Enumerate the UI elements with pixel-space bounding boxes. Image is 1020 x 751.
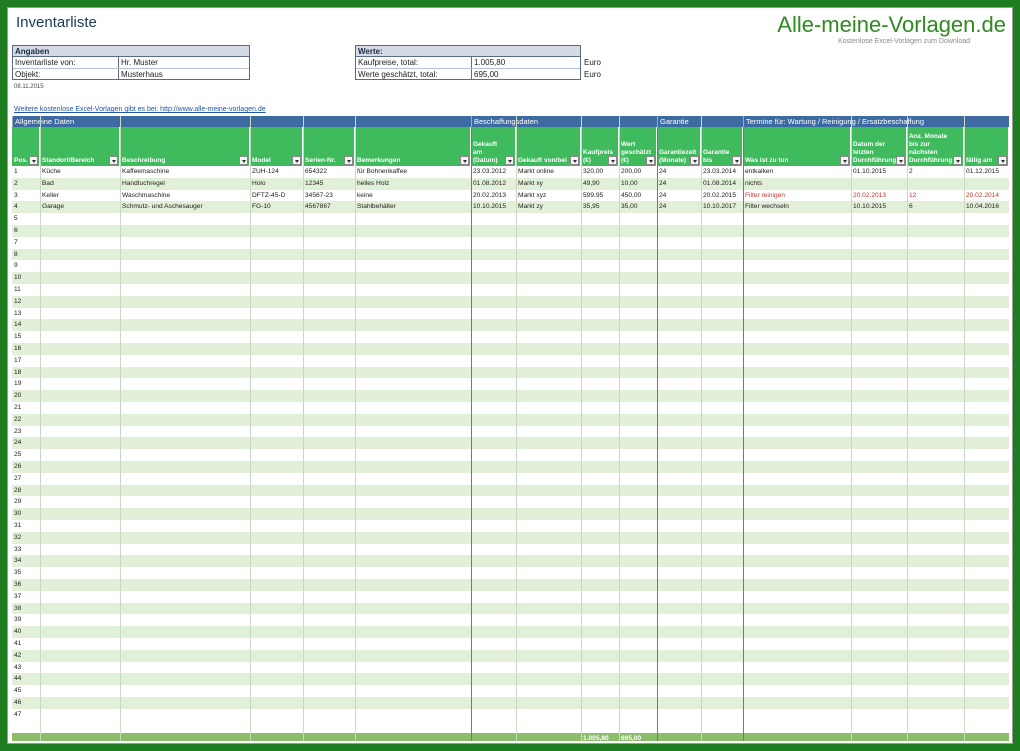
table-row[interactable] [12,190,1009,202]
cell-was-zu-tun[interactable]: entkalken [745,168,774,175]
werte-label: Kaufpreise, total: [356,57,472,68]
column-divider [250,116,251,741]
angaben-row [13,68,249,79]
cell-anz-monate[interactable]: 6 [909,203,913,211]
werte-label: Werte geschätzt, total: [356,69,472,79]
row-number: 37 [14,592,22,600]
group-header-bar [12,116,1009,127]
cell-seriennr[interactable]: 34567-23 [305,191,333,199]
angaben-header: Angaben [13,46,249,57]
row-number: 11 [14,286,21,293]
werte-unit: Euro [584,58,601,67]
current-date: 08.11.2015 [14,84,44,90]
row-number: 8 [14,250,18,258]
row-number: 20 [14,392,22,400]
cell-faellig-am[interactable]: 01.12.2015 [966,168,1000,175]
cell-standort[interactable]: Bad [42,179,54,187]
col-header-wert [619,127,657,166]
table-row[interactable] [12,201,1009,213]
angaben-row [13,57,249,68]
cell-was-zu-tun[interactable]: Filter reinigen [745,191,785,199]
werte-header: Werte: [356,46,580,57]
filter-dropdown-icon[interactable] [570,156,579,165]
filter-dropdown-icon[interactable] [344,156,353,165]
table-row[interactable] [12,603,1009,615]
cell-seriennr[interactable]: 12345 [305,179,324,187]
cell-kaufpreis[interactable]: 599,95 [583,191,604,199]
group-allgemeine-daten: Allgemeine Daten [12,116,471,127]
col-header-label: Model [252,157,271,164]
cell-kaufpreis[interactable]: 35,95 [583,203,600,211]
table-row[interactable] [12,697,1009,709]
table-row[interactable] [12,650,1009,662]
table-row[interactable] [12,614,1009,626]
row-number: 41 [14,640,22,647]
row-number: 23 [14,427,22,435]
row-number: 31 [14,522,22,529]
cell-letzte-durchfuehrung[interactable]: 20.02.2013 [853,191,887,199]
cell-model[interactable]: FG-10 [252,203,271,211]
angaben-box [12,45,250,80]
filter-dropdown-icon[interactable] [292,156,301,165]
row-number: 3 [14,191,18,199]
table-row[interactable] [12,378,1009,390]
filter-dropdown-icon[interactable] [732,156,741,165]
col-header-was-zu-tun [743,127,851,166]
col-header-letzte-durchfuehrung [851,127,907,166]
column-divider [516,116,517,741]
filter-dropdown-icon[interactable] [690,156,699,165]
table-row[interactable] [12,296,1009,308]
row-number: 19 [14,380,22,388]
cell-standort[interactable]: Keller [42,191,59,199]
cell-gekauft-am[interactable]: 20.02.2013 [473,191,507,199]
table-row[interactable] [12,249,1009,261]
table-row[interactable] [12,166,1009,178]
row-number: 13 [14,309,22,317]
column-divider [581,116,582,741]
col-header-label: fällig am [966,157,993,164]
col-header-model [250,127,303,166]
row-number: 34 [14,557,22,565]
table-row[interactable] [12,485,1009,497]
col-header-pos [12,127,40,166]
row-number: 1 [14,168,18,175]
filter-dropdown-icon[interactable] [998,156,1007,165]
column-header-row [12,127,1009,166]
filter-dropdown-icon[interactable] [460,156,469,165]
row-number: 39 [14,616,22,624]
row-number: 30 [14,510,22,518]
row-number: 40 [14,628,22,636]
row-number: 46 [14,699,22,706]
col-header-gekauft-am [471,127,516,166]
row-number: 32 [14,533,22,541]
row-number: 10 [14,274,22,282]
cell-anz-monate[interactable]: 2 [909,168,913,175]
row-number: 27 [14,474,22,482]
col-header-label: Bemerkungen [357,157,401,164]
row-number: 42 [14,651,22,659]
cell-wert[interactable]: 200,00 [621,168,642,175]
section-divider [743,127,744,741]
cell-garantie-bis[interactable]: 01.08.2014 [703,179,737,187]
cell-faellig-am[interactable] [964,178,1009,190]
table-row[interactable] [12,473,1009,485]
filter-dropdown-icon[interactable] [505,156,514,165]
filter-dropdown-icon[interactable] [840,156,849,165]
table-row[interactable] [12,331,1009,343]
column-divider [851,116,852,741]
column-divider [355,116,356,741]
table-row[interactable] [12,272,1009,284]
table-row[interactable] [12,662,1009,674]
cell-model[interactable]: ZUH-124 [252,168,279,175]
cell-gekauft-am[interactable]: 01.08.2012 [473,179,507,187]
angaben-value[interactable]: Hr. Muster [121,58,158,67]
col-header-bemerkungen [355,127,471,166]
row-number: 45 [14,687,22,695]
table-row[interactable] [12,225,1009,237]
cell-garantie-bis[interactable]: 23.03.2014 [703,168,737,175]
werte-row [356,68,580,79]
filter-dropdown-icon[interactable] [608,156,617,165]
total-kaufpreis: 1.005,80 [583,735,609,741]
table-row[interactable] [12,414,1009,426]
vorlagen-link[interactable]: Weitere kostenlose Excel-Vorlagen gibt es bei: http://www.alle-meine-vorlagen.de [14,106,266,113]
cell-beschreibung[interactable]: Kaffeemaschine [122,168,170,175]
cell-seriennr[interactable]: 654322 [305,168,328,175]
col-header-faellig-am [964,127,1009,166]
col-header-label: Was ist zu tun [745,157,789,164]
table-row[interactable] [12,402,1009,414]
table-row[interactable] [12,496,1009,508]
cell-garantiezeit[interactable]: 24 [659,179,667,187]
col-header-garantiezeit [657,127,701,166]
row-number: 6 [14,227,18,234]
row-number: 15 [14,333,22,341]
column-divider [303,116,304,741]
table-row[interactable] [12,319,1009,331]
cell-beschreibung[interactable]: Schmutz- und Aschesauger [122,203,203,211]
cell-gekauft-von[interactable]: Markt zy [518,203,543,211]
group-termine: Termine für: Wartung / Reinigung / Ersatzbeschaffung [743,116,1009,127]
row-number: 35 [14,569,22,577]
table-row[interactable] [12,237,1009,249]
row-number: 17 [14,356,22,364]
cell-letzte-durchfuehrung[interactable] [851,178,907,190]
table-row[interactable] [12,213,1009,225]
table-row[interactable] [12,437,1009,449]
angaben-label: Objekt: [13,69,119,79]
filter-dropdown-icon[interactable] [239,156,248,165]
table-row[interactable] [12,544,1009,556]
cell-model[interactable]: Holo [252,179,266,187]
spreadsheet [7,7,1013,744]
row-number: 33 [14,545,22,553]
col-header-label: Wert geschätzt (€) [621,141,651,164]
column-divider [964,116,965,741]
werte-unit: Euro [584,70,601,79]
col-header-beschreibung [120,127,250,166]
cell-beschreibung[interactable]: Waschmaschine [122,191,171,199]
row-number: 44 [14,675,22,683]
table-row[interactable] [12,508,1009,520]
filter-dropdown-icon[interactable] [953,156,962,165]
table-row[interactable] [12,343,1009,355]
cell-garantiezeit[interactable]: 24 [659,168,667,175]
cell-bemerkungen[interactable]: Stahlbehälter [357,203,396,211]
cell-wert[interactable]: 450,00 [621,191,642,199]
cell-garantie-bis[interactable]: 20.02.2015 [703,191,737,199]
col-header-label: Anz. Monate bis zur nächsten Durchführung [909,133,953,164]
table-row[interactable] [12,284,1009,296]
col-header-label: Datum der letzten Durchführung [853,141,897,164]
col-header-seriennr [303,127,355,166]
table-row[interactable] [12,579,1009,591]
col-header-gekauft-von [516,127,581,166]
cell-bemerkungen[interactable]: keine [357,191,373,199]
row-number: 26 [14,463,22,470]
col-header-label: Beschreibung [122,157,166,164]
cell-bemerkungen[interactable]: für Bohnenkaffee [357,168,408,175]
werte-value[interactable]: 1.005,80 [474,58,506,67]
cell-garantiezeit[interactable]: 24 [659,191,667,199]
table-row[interactable] [12,178,1009,190]
column-divider [701,116,702,741]
table-row[interactable] [12,532,1009,544]
row-number: 22 [14,415,22,423]
table-row[interactable] [12,555,1009,567]
cell-was-zu-tun[interactable]: Filter wechseln [745,203,789,211]
brand-logo[interactable]: Alle-meine-Vorlagen.de [777,12,1006,37]
cell-bemerkungen[interactable]: helles Holz [357,179,390,187]
col-header-standort [40,127,120,166]
angaben-label: Inventarliste von: [13,57,119,68]
cell-faellig-am[interactable]: 10.04.2016 [966,203,1000,211]
cell-gekauft-von[interactable]: Markt xy [518,179,543,187]
filter-dropdown-icon[interactable] [896,156,905,165]
column-divider [907,116,908,741]
werte-value[interactable]: 695,00 [474,70,499,79]
column-divider [619,116,620,741]
row-number: 43 [14,663,22,671]
cell-wert[interactable]: 35,00 [621,203,638,211]
cell-was-zu-tun[interactable]: nichts [745,179,763,187]
col-header-label: Garantie bis [703,149,730,164]
col-header-label: Standort/Bereich [42,157,95,164]
row-number: 9 [14,262,18,270]
group-garantie: Garantie [657,116,743,127]
table-row[interactable] [12,709,1009,721]
cell-kaufpreis[interactable]: 49,90 [583,179,600,187]
table-row[interactable] [12,260,1009,272]
page-title: Inventarliste [16,14,97,31]
inventory-table [12,116,1009,741]
cell-gekauft-am[interactable]: 10.10.2015 [473,203,507,211]
col-header-label: Gekauft von/bei [518,157,567,164]
cell-model[interactable]: DFTZ-45-D [252,191,286,199]
table-row[interactable] [12,685,1009,697]
table-row[interactable] [12,520,1009,532]
filter-dropdown-icon[interactable] [109,156,118,165]
group-beschaffungsdaten: Beschaffungsdaten [471,116,657,127]
table-row[interactable] [12,626,1009,638]
row-number: 38 [14,604,22,612]
cell-letzte-durchfuehrung[interactable]: 01.10.2015 [853,168,887,175]
row-number: 7 [14,238,18,246]
table-row[interactable] [12,449,1009,461]
row-number: 36 [14,581,22,588]
row-number: 14 [14,321,22,329]
col-header-label: Gekauft am (Datum) [473,141,498,164]
section-divider [471,127,472,741]
werte-row [356,57,580,68]
cell-standort[interactable]: Garage [42,203,64,211]
cell-standort[interactable]: Küche [42,168,61,175]
table-row[interactable] [12,390,1009,402]
row-number: 29 [14,498,22,506]
cell-gekauft-von[interactable]: Markt xyz [518,191,547,199]
row-number: 47 [14,710,22,718]
row-number: 2 [14,179,18,187]
table-row[interactable] [12,638,1009,650]
total-wert: 695,00 [621,735,642,741]
cell-anz-monate[interactable] [907,178,964,190]
row-number: 4 [14,203,18,211]
col-header-label: Kaufpreis (€) [583,149,613,164]
cell-letzte-durchfuehrung[interactable]: 10.10.2015 [853,203,887,211]
col-header-label: Pos. [14,157,28,164]
cell-seriennr[interactable]: 4567867 [305,203,331,211]
cell-garantiezeit[interactable]: 24 [659,203,667,211]
werte-box [355,45,581,80]
col-header-garantie-bis [701,127,743,166]
table-row[interactable] [12,367,1009,379]
row-number: 25 [14,451,22,459]
column-divider [40,116,41,741]
table-row[interactable] [12,591,1009,603]
row-number: 12 [14,297,22,305]
cell-kaufpreis[interactable]: 320,00 [583,168,604,175]
col-header-anz-monate [907,127,964,166]
brand-tagline: Kostenlose Excel-Vorlagen zum Download [838,38,970,45]
table-row[interactable] [12,673,1009,685]
table-row[interactable] [12,567,1009,579]
row-number: 28 [14,486,22,494]
cell-beschreibung[interactable]: Handtuchregel [122,179,165,187]
cell-wert[interactable]: 10,00 [621,179,638,187]
cell-gekauft-am[interactable]: 23.03.2012 [473,168,507,175]
totals-row [12,733,1009,741]
cell-gekauft-von[interactable]: Markt online [518,168,554,175]
table-row[interactable] [12,426,1009,438]
angaben-value[interactable]: Musterhaus [121,70,163,79]
row-number: 5 [14,215,18,223]
col-header-label: Serien-Nr. [305,157,336,164]
table-row[interactable] [12,461,1009,473]
table-row[interactable] [12,355,1009,367]
column-divider [120,116,121,741]
cell-anz-monate[interactable]: 12 [909,191,917,199]
cell-faellig-am[interactable]: 20.02.2014 [966,191,1000,199]
section-divider [657,127,658,741]
filter-dropdown-icon[interactable] [29,156,38,165]
row-number: 24 [14,439,22,447]
filter-dropdown-icon[interactable] [646,156,655,165]
row-number: 21 [14,404,22,411]
cell-garantie-bis[interactable]: 10.10.2017 [703,203,737,211]
row-number: 16 [14,345,22,352]
table-row[interactable] [12,308,1009,320]
col-header-label: Garantiezeit (Monate) [659,149,697,164]
col-header-kaufpreis [581,127,619,166]
row-number: 18 [14,368,22,376]
